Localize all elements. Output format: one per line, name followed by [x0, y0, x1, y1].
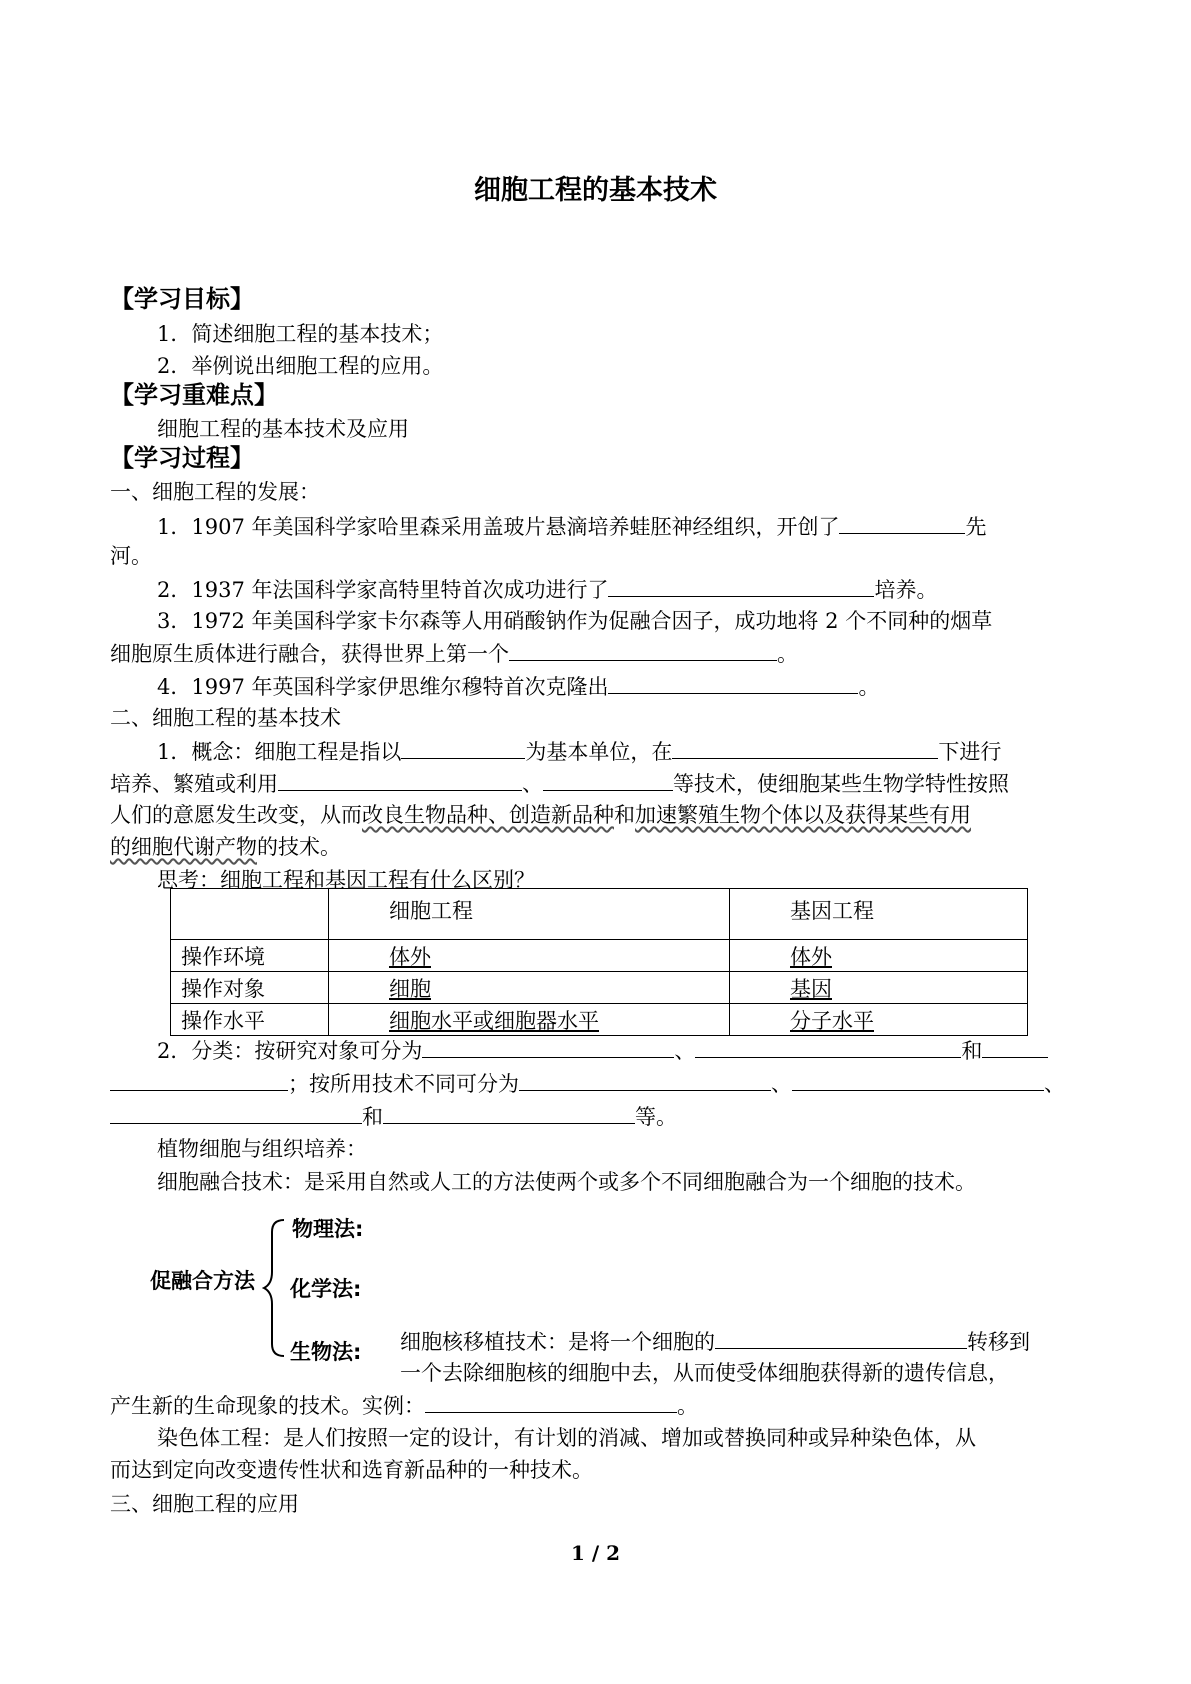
fill-blank[interactable]: [425, 1390, 677, 1413]
fill-blank[interactable]: [519, 1068, 771, 1091]
table-cell: [329, 972, 730, 1004]
page-number: 1 / 2: [570, 1541, 621, 1565]
table-cell: 操作对象: [171, 972, 329, 1004]
history-item-1-cont: 河。: [110, 544, 152, 568]
table-cell: [329, 1004, 730, 1036]
nuclear-text: 。: [677, 1394, 698, 1418]
classification-text: 等。: [635, 1105, 677, 1129]
classification-text: 、: [771, 1072, 792, 1096]
classification-text: 、: [674, 1039, 696, 1063]
table-header-cell: [171, 889, 329, 940]
history-item-3-tail: 。: [777, 642, 798, 666]
plant-culture-heading: 植物细胞与组织培养：: [157, 1137, 367, 1161]
section-2-heading: 二、细胞工程的基本技术: [110, 706, 341, 730]
concept-emphasis: 的细胞代谢产物: [110, 835, 257, 859]
history-item-4-tail: 。: [858, 675, 880, 699]
classification-text: 和: [961, 1039, 983, 1063]
table-answer: 体外: [389, 944, 431, 969]
biological-method-label: 生物法:: [290, 1340, 362, 1364]
classification-text: ；按所用技术不同可分为: [288, 1072, 519, 1096]
table-header-cell: 基因工程: [730, 889, 1028, 940]
concept-emphasis: 加速繁殖生物个体以及获得某些有用: [635, 803, 971, 827]
concept-line-3: [110, 800, 971, 830]
concept-text: 1．概念：细胞工程是指以: [157, 740, 402, 764]
comparison-table: [170, 888, 1028, 1036]
fill-blank[interactable]: [608, 671, 858, 694]
history-item-4: [157, 671, 879, 702]
process-heading: 【学习过程】: [110, 444, 254, 472]
table-cell: 操作环境: [171, 940, 329, 972]
classification-line-1: [157, 1035, 1048, 1066]
history-item-2: [157, 574, 937, 605]
table-answer: 体外: [790, 944, 832, 969]
objectives-heading: 【学习目标】: [110, 285, 254, 313]
concept-text: 、: [522, 772, 543, 796]
history-item-3: 3．1972 年美国科学家卡尔森等人用硝酸钠作为促融合因子，成功地将 2 个不同种的烟草: [157, 609, 993, 633]
nuclear-transfer-line-1: [400, 1326, 1030, 1357]
fill-blank[interactable]: [383, 1101, 635, 1124]
fill-blank[interactable]: [110, 1101, 362, 1124]
classification-text: 和: [362, 1105, 383, 1129]
fill-blank[interactable]: [792, 1068, 1044, 1091]
table-row: [171, 940, 1028, 972]
concept-text: 下进行: [938, 740, 1002, 764]
concept-text: 人们的意愿发生改变，从而: [110, 803, 362, 827]
concept-line-2: [110, 768, 1009, 799]
nuclear-transfer-line-3: [110, 1390, 698, 1421]
fill-blank[interactable]: [543, 768, 673, 791]
table-header-cell: 细胞工程: [329, 889, 730, 940]
nuclear-text: 转移到: [967, 1330, 1030, 1354]
fill-blank[interactable]: [278, 768, 522, 791]
history-item-1-text: 1．1907 年美国科学家哈里森采用盖玻片悬滴培养蛙胚神经组织，开创了: [157, 515, 840, 539]
concept-text: 为基本单位，在: [525, 740, 673, 764]
think-question: 思考：细胞工程和基因工程有什么区别？: [157, 868, 535, 892]
table-cell: [730, 972, 1028, 1004]
chemical-method-label: 化学法:: [290, 1277, 362, 1301]
fusion-methods-label: 促融合方法: [150, 1269, 255, 1293]
history-item-4-text: 4．1997 年英国科学家伊思维尔穆特首次克隆出: [157, 675, 609, 699]
cell-fusion-definition: 细胞融合技术：是采用自然或人工的方法使两个或多个不同细胞融合为一个细胞的技术。: [157, 1170, 976, 1194]
fill-blank[interactable]: [672, 736, 938, 759]
chromosome-line-1: 染色体工程：是人们按照一定的设计，有计划的消减、增加或替换同种或异种染色体，从: [157, 1426, 976, 1450]
fill-blank[interactable]: [608, 574, 874, 597]
table-cell: [329, 940, 730, 972]
concept-text: 等技术，使细胞某些生物学特性按照: [673, 772, 1009, 796]
classification-text: 2．分类：按研究对象可分为: [157, 1039, 423, 1063]
section-1-heading: 一、细胞工程的发展：: [110, 480, 320, 504]
nuclear-text: 细胞核移植技术：是将一个细胞的: [400, 1330, 715, 1354]
history-item-3-cont: [110, 638, 798, 669]
concept-text: 培养、繁殖或利用: [110, 772, 278, 796]
nuclear-text: 产生新的生命现象的技术。实例：: [110, 1394, 425, 1418]
history-item-3-text: 细胞原生质体进行融合，获得世界上第一个: [110, 642, 509, 666]
fill-blank[interactable]: [110, 1068, 288, 1091]
table-cell: [730, 940, 1028, 972]
history-item-2-text: 2．1937 年法国科学家高特里特首次成功进行了: [157, 578, 609, 602]
fill-blank[interactable]: [509, 638, 777, 661]
concept-line-4: [110, 832, 341, 862]
table-answer: 细胞: [389, 976, 431, 1001]
table-cell: 操作水平: [171, 1004, 329, 1036]
table-row: [171, 972, 1028, 1004]
nuclear-transfer-line-2: 一个去除细胞核的细胞中去，从而使受体细胞获得新的遗传信息，: [400, 1361, 1009, 1385]
concept-emphasis: 改良生物品种、创造新品种: [362, 803, 614, 827]
table-answer: 分子水平: [790, 1008, 874, 1033]
table-answer: 基因: [790, 976, 832, 1001]
fill-blank[interactable]: [401, 736, 525, 759]
concept-line-1: [157, 736, 1001, 767]
physical-method-label: 物理法:: [292, 1217, 364, 1241]
brace-icon: [262, 1218, 292, 1358]
key-points-text: 细胞工程的基本技术及应用: [157, 417, 409, 441]
concept-text: 和: [614, 803, 635, 827]
history-item-1-tail: 先: [965, 515, 987, 539]
classification-text: 、: [1044, 1072, 1065, 1096]
fill-blank[interactable]: [715, 1326, 967, 1349]
fill-blank[interactable]: [695, 1035, 961, 1058]
table-row: [171, 1004, 1028, 1036]
history-item-1: [157, 511, 986, 542]
objective-2: 2．举例说出细胞工程的应用。: [157, 354, 444, 378]
fill-blank[interactable]: [839, 511, 965, 534]
table-answer: 细胞水平或细胞器水平: [389, 1008, 599, 1033]
section-3-heading: 三、细胞工程的应用: [110, 1492, 299, 1516]
key-points-heading: 【学习重难点】: [110, 381, 278, 409]
classification-line-2: [110, 1068, 1065, 1099]
table-header-row: [171, 889, 1028, 940]
fill-blank[interactable]: [982, 1035, 1048, 1058]
table-cell: [730, 1004, 1028, 1036]
page-title: 细胞工程的基本技术: [474, 175, 717, 206]
history-item-2-tail: 培养。: [874, 578, 938, 602]
objective-1: 1．简述细胞工程的基本技术；: [157, 322, 444, 346]
chromosome-line-2: 而达到定向改变遗传性状和选育新品种的一种技术。: [110, 1458, 593, 1482]
classification-line-3: [110, 1101, 677, 1132]
fill-blank[interactable]: [422, 1035, 674, 1058]
concept-text: 的技术。: [257, 835, 341, 859]
